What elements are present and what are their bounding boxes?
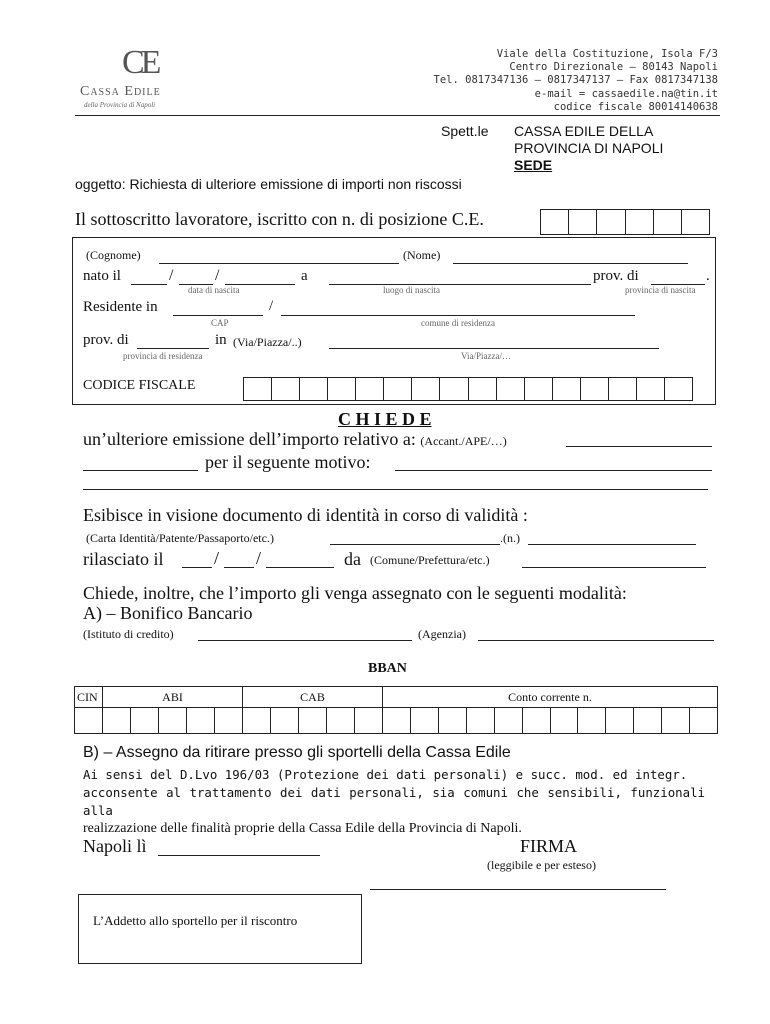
personal-data-box [72,237,716,405]
bban-cin-field[interactable] [75,707,103,733]
via-field[interactable] [329,348,659,349]
recipient-line: PROVINCIA DI NAPOLI [514,140,664,156]
payment-intro: Chiede, inoltre, che l’importo gli venga assegnato con le seguenti modalità: [83,583,627,603]
motivo-prefix-field[interactable] [83,470,198,471]
position-number-field[interactable] [540,209,710,235]
istituto-field[interactable] [198,640,412,641]
office-box-label: L’Addetto allo sportello per il riscontro [93,913,298,928]
prov-res-label: prov. di [83,332,129,348]
chiede-line1 [83,429,507,450]
issuer-field[interactable] [522,567,706,568]
agenzia-field[interactable] [478,640,714,641]
address-line: codice fiscale 80014140638 [553,100,718,113]
address-line: Centro Direzionale – 80143 Napoli [509,61,718,74]
identity-title: Esibisce in visione documento di identità in corso di validità : [83,505,528,525]
option-b: B) – Assegno da ritirare presso gli sportelli della Cassa Edile [83,744,511,761]
bban-abi-field[interactable] [103,707,243,733]
logo [78,44,198,114]
nato-il-label: nato il [83,268,121,284]
recipient-line: CASSA EDILE DELLA [514,123,654,139]
importo-field[interactable] [566,446,712,447]
hint-cap: CAP [211,318,229,328]
in-label: in [215,332,227,348]
motivo-field[interactable] [395,470,712,471]
residente-label: Residente in [83,299,158,315]
firma-label: FIRMA [520,836,578,856]
privacy-line: realizzazione delle finalità proprie della Cassa Edile della Provincia di Napoli. [83,821,522,836]
chiede-line1-text: un’ulteriore emissione dell’importo relativo a: [83,429,416,449]
issue-day-field[interactable] [182,567,212,568]
doc-type-field[interactable] [330,544,500,545]
logo-name: Cassa Edile [80,84,161,99]
bban-header-row [75,687,717,708]
motivo-extra-field[interactable] [83,489,708,490]
date-slash: / [214,548,220,568]
privacy-line: Ai sensi del D.Lvo 196/03 (Protezione dei dati personali) e succ. mod. ed integr. [83,767,688,782]
address-line: Viale della Costituzione, Isola F/3 [496,48,718,60]
period: . [706,268,710,284]
logo-subtitle: della Provincia di Napoli [84,101,156,109]
firma-hint: (leggibile e per esteso) [487,858,596,872]
bban-table [74,686,718,734]
recipient-sede: SEDE [514,157,553,173]
prov-res-field[interactable] [137,348,209,349]
recipient-prefix: Spett.le [441,123,489,139]
address-line: Tel. 0817347136 – 0817347137 – Fax 0817347138 [433,74,718,87]
nome-field[interactable] [453,263,688,264]
hint-data: data di nascita [188,285,240,295]
signature-field[interactable] [370,889,666,890]
hint-provincia: provincia di nascita [625,285,696,295]
cognome-label: (Cognome) [86,248,141,262]
privacy-text [83,766,705,838]
intro-text: Il sottoscritto lavoratore, iscritto con n. di posizione C.E. [75,209,484,229]
prov-label: prov. di [593,268,639,284]
istituto-label: (Istituto di credito) [83,627,174,641]
chiede-title: C H I E D E [338,409,432,429]
place-date-label: Napoli lì [83,836,147,856]
date-slash: / [256,548,262,568]
issue-year-field[interactable] [266,567,334,568]
logo-monogram: CE [122,44,158,81]
cognome-field[interactable] [159,263,399,264]
hint-luogo: luogo di nascita [383,285,440,295]
recipient-block [514,123,663,174]
issue-month-field[interactable] [224,567,254,568]
birth-day-field[interactable] [131,284,167,285]
identity-docs: (Carta Identità/Patente/Passaporto/etc.) [86,531,274,545]
codice-fiscale-field[interactable] [243,377,693,401]
office-box [78,894,362,964]
nome-label: (Nome) [403,248,441,262]
bban-col-abi: ABI [103,687,243,707]
agenzia-label: (Agenzia) [418,627,466,641]
date-slash: / [215,267,220,284]
address-line: e-mail = cassaedile.na@tin.it [534,87,718,100]
hint-via: Via/Piazza/… [461,351,511,361]
hint-comune: comune di residenza [421,318,495,328]
date-field[interactable] [158,855,320,856]
comune-field[interactable] [281,315,635,316]
privacy-line: acconsente al trattamento dei dati personali, sia comuni che sensibili, funzionali alla [83,785,705,818]
slash: / [269,298,274,314]
bban-title: BBAN [368,661,407,676]
bban-conto-field[interactable] [383,707,717,733]
a-label: a [301,268,308,284]
bban-col-conto: Conto corrente n. [508,690,592,704]
bban-col-cin: CIN [75,687,103,707]
date-slash: / [169,267,174,284]
hint-prov-res: provincia di residenza [123,351,203,361]
option-a: A) – Bonifico Bancario [83,603,253,623]
codice-fiscale-label: CODICE FISCALE [83,378,196,393]
chiede-line1-small: (Accant./APE/…) [420,434,507,448]
cap-field[interactable] [173,315,263,316]
header-divider [75,115,720,116]
bban-col-cab: CAB [243,687,383,707]
via-label: (Via/Piazza/..) [233,335,302,349]
birth-place-field[interactable] [329,284,591,285]
rilasciato-label: rilasciato il [83,549,164,569]
identity-n: .(n.) [500,531,520,545]
bban-cab-field[interactable] [243,707,383,733]
doc-number-field[interactable] [528,544,696,545]
chiede-line2: per il seguente motivo: [205,452,371,472]
da-label: da [344,549,361,569]
subject: oggetto: Richiesta di ulteriore emissione di importi non riscossi [75,176,462,192]
da-small: (Comune/Prefettura/etc.) [370,553,490,567]
header-address [434,48,718,114]
